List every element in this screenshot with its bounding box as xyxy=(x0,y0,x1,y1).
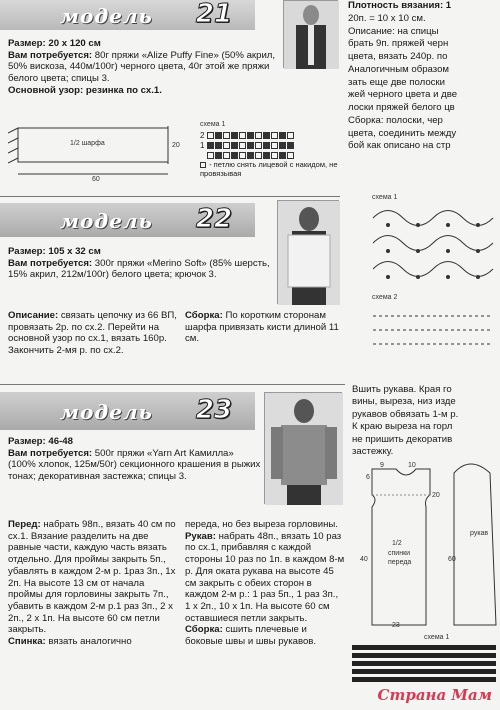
watermark-logo: Страна Мам xyxy=(377,685,492,704)
model-22-description xyxy=(8,310,178,357)
model-23-needs-label: Вам потребуется: xyxy=(8,447,93,459)
model-22-scheme-2-label: схема 2 xyxy=(372,294,398,301)
text-line: Вшить рукава. Края го xyxy=(352,384,452,395)
density-line: Плотность вязания: 1 xyxy=(348,0,452,11)
model-23-continued-text xyxy=(352,384,498,459)
model-22-title: модель xyxy=(60,209,153,233)
model-22-assembly-label: Сборка: xyxy=(185,310,223,321)
model-21-scheme xyxy=(200,130,340,160)
text-line: 20п. = 10 х 10 см. xyxy=(348,12,426,24)
model-23-sleeve-text: набрать 48п., вязать 10 раз по сх.1, прибавляя с каждой стороны 10 раз по 1п. в каждом 8-м р. Для оката рукава на высоте 45 см закрыть с обеих сторон в каждом 2-м р.: 1 раз 5п., 1 раз 3п., 1 х 2п., 10 х 1п. На высоте 60 см оставшиеся петли закрыть. xyxy=(185,530,345,624)
model-23-scheme-label: схема 1 xyxy=(424,634,450,641)
model-23-title: модель xyxy=(60,400,153,424)
man-scarf-illustration xyxy=(284,1,339,69)
back-front-label: спинки переда xyxy=(388,550,412,566)
dim-60-label: 60 xyxy=(92,176,100,183)
text-line: рукавов обвязать 1-м р. xyxy=(352,408,459,420)
dim-20: 20 xyxy=(432,492,440,499)
text-line: зать еще две полоски xyxy=(348,76,446,88)
model-23-sleeve-label: Рукав: xyxy=(185,530,216,542)
scheme-row-1: 1 xyxy=(200,141,205,150)
model-23-specs xyxy=(8,436,262,483)
text-line: цвета, вязать 240р. по xyxy=(348,51,448,62)
model-23-back-label: Спинка: xyxy=(8,636,46,648)
model-21-continued-text xyxy=(348,0,498,153)
legend-text: - петлю снять лицевой с накидом, не провязывая xyxy=(200,160,338,179)
model-21-size: Размер: 20 х 120 см xyxy=(8,38,101,49)
model-23-front-text: набрать 98п., вязать 40 см по сх.1. Вязание разделить на две равные части, каждую часть вязать отдельно. Для проймы закрыть 5п., убавлять в каждом 2-м р. 1раз 3п., 1х 2п. На высоте 13 см от начала проймы для горловины закрыть 7п., убавить в каждом 2-м р.1 раз 3п., 2 х 2п., 2 х 1п. На высоте 60 см петли закрыть. xyxy=(8,519,176,636)
model-21-scheme-label: схема 1 xyxy=(200,121,226,128)
model-22-photo xyxy=(277,200,339,304)
dim-9: 9 xyxy=(380,462,384,469)
model-22-banner xyxy=(0,203,255,237)
model-21-pattern: Основной узор: резинка по сх.1. xyxy=(8,84,162,96)
model-22-needs-text: 300г пряжи «Merino Soft» (85% шерсть, 15% акрил, 212м/100г) белого цвета; крючок 3. xyxy=(8,257,270,281)
model-22-scheme-2 xyxy=(368,306,498,352)
model-21-photo xyxy=(283,0,338,68)
model-21-specs xyxy=(8,38,278,97)
model-23-banner xyxy=(0,392,255,430)
half-label: 1/2 xyxy=(392,540,402,547)
model-23-number: 23 xyxy=(195,395,233,425)
model-22-scheme-1-label: схема 1 xyxy=(372,194,398,201)
divider xyxy=(0,196,340,197)
dim-40: 40 xyxy=(360,556,368,563)
model-23-front-label: Перед: xyxy=(8,519,41,530)
model-21-number: 21 xyxy=(195,0,233,29)
dim-23: 23 xyxy=(392,622,400,629)
model-23-size: Размер: 46-48 xyxy=(8,436,73,447)
dim-6: 6 xyxy=(366,474,370,481)
model-23-assembly-label: Сборка: xyxy=(185,624,223,636)
model-23-pattern-diagram xyxy=(350,455,498,633)
text-line: Сборка: полоски, чер xyxy=(348,114,443,126)
text-line: лоски пряжей белого цв xyxy=(348,102,455,113)
text-line: цвета, соединить между xyxy=(348,127,457,139)
model-22-needs-label: Вам потребуется: xyxy=(8,257,93,269)
text-line: бой как описано на стр xyxy=(348,140,451,152)
text-line: жей черного цвета и две xyxy=(348,89,458,101)
model-22-desc-text: связать цепочку из 66 ВП, провязать 2р. по сх.2. Перейти на основной узор по сх.1, вязать 160р. Закончить 2-мя р. по сх.2. xyxy=(8,310,177,357)
model-23-sleeve xyxy=(185,519,345,648)
text-line: застежку. xyxy=(352,446,394,458)
model-23-assembly-text: сшить плечевые и боковые швы и швы рукавов. xyxy=(185,624,317,648)
model-23-needs-text: 500г пряжи «Yarn Art Камилла» (100% хлопок, 125м/50г) секционного крашения в рыжих тонах; декоративная застежка; спицы 3. xyxy=(8,447,261,483)
model-21-needs-text: 80г пряжи «Alize Puffy Fine» (50% акрил, 50% вискоза, 440м/100г) черного цвета, 40г этой же пряжи белого цвета; спицы 3. xyxy=(8,49,276,85)
model-22-size: Размер: 105 х 32 см xyxy=(8,246,101,257)
model-21-banner xyxy=(0,0,255,30)
woman-white-scarf-illustration xyxy=(278,201,340,305)
model-21-needs-label: Вам потребуется: xyxy=(8,49,93,61)
dim-10: 10 xyxy=(408,462,416,469)
text-line: вины, выреза, низ изде xyxy=(352,396,456,408)
sleeve-label: рукав xyxy=(470,530,489,537)
half-scarf-label: 1/2 шарфа xyxy=(70,140,105,147)
model-22-desc-label: Описание: xyxy=(8,310,59,321)
woman-sweater-illustration xyxy=(265,393,343,505)
model-22-assembly-text: По коротким сторонам шарфа привязать кисти длиной 11 см. xyxy=(185,310,339,345)
model-21-title: модель xyxy=(60,4,153,28)
model-23-knit-chart xyxy=(352,642,496,682)
text-line: Аналогичным образом xyxy=(348,63,450,75)
model-23-front xyxy=(8,519,178,648)
text-line: брать 9п. пряжей черн xyxy=(348,38,449,50)
text-line: К краю выреза на горл xyxy=(352,421,453,433)
model-23-col2-p1: переда, но без выреза горловины. xyxy=(185,519,338,530)
model-23-photo xyxy=(264,392,342,504)
model-22-scheme-1 xyxy=(368,203,498,285)
dim-60: 60 xyxy=(448,556,456,563)
model-22-specs xyxy=(8,246,270,281)
divider xyxy=(0,384,345,385)
model-22-assembly xyxy=(185,310,340,345)
text-line: не пришить декоратив xyxy=(352,433,453,445)
scheme-row-2: 2 xyxy=(200,131,205,140)
text-line: Описание: на спицы xyxy=(348,25,439,37)
model-21-legend xyxy=(200,160,340,178)
model-22-number: 22 xyxy=(195,204,233,234)
model-23-back-text: вязать аналогично xyxy=(45,636,132,648)
dim-20-label: 20 xyxy=(172,142,180,149)
